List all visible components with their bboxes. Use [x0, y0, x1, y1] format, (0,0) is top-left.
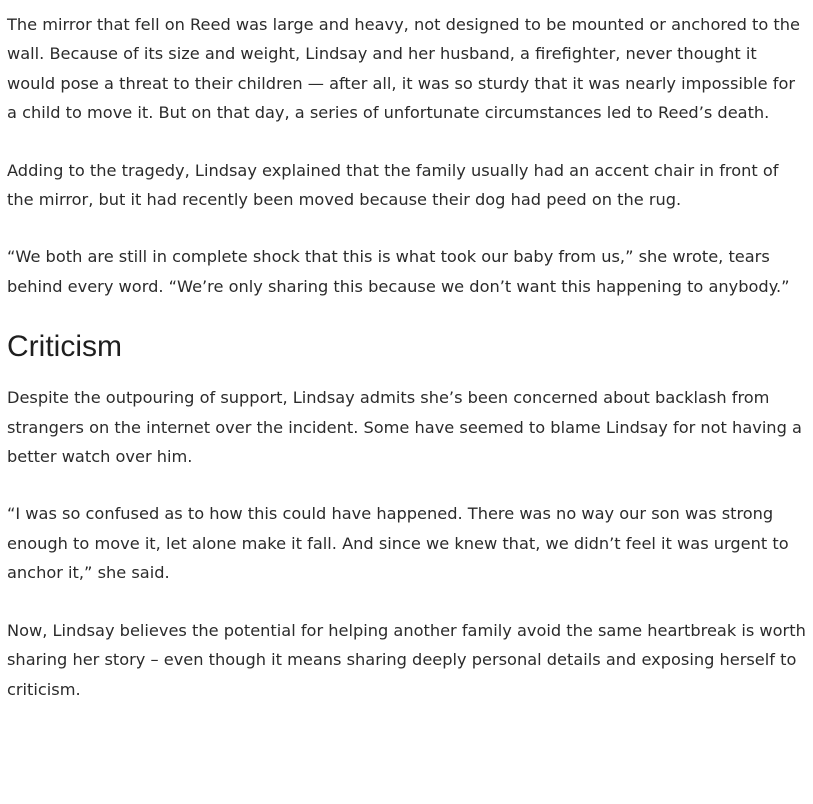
paragraph-quote-confused: “I was so confused as to how this could have happened. There was no way our son was strong enough to move it, let alone make it fall. And since we knew that, we didn’t feel it was urgent to anchor it,” she said.: [7, 504, 789, 583]
paragraph-quote-shock: “We both are still in complete shock that this is what took our baby from us,” she wrote, tears behind every word. “We’re only sharing this because we don’t want this happening to anybody.”: [7, 247, 790, 296]
paragraph-accent-chair: Adding to the tragedy, Lindsay explained that the family usually had an accent chair in front of the mirror, but it had recently been moved because their dog had peed on the rug.: [7, 160, 779, 210]
paragraph-mirror-description: The mirror that fell on Reed was large and heavy, not designed to be mounted or anchored to the wall. Because of its size and weight, Lindsay and her husband, a firefighter, never thought it would pose a threat to their children — after all, it was so sturdy that it was nearly impossible for a child to move it. But on that day, a series of unfortunate circumstances led to Reed’s death.: [7, 15, 800, 123]
section-heading-criticism: Criticism: [7, 330, 122, 364]
paragraph-backlash: Despite the outpouring of support, Lindsay admits she’s been concerned about backlash from strangers on the internet over the incident. Some have seemed to blame Lindsay for not having a better watch over him.: [7, 388, 802, 467]
article-body: [7, 10, 807, 732]
paragraph-sharing-story: Now, Lindsay believes the potential for helping another family avoid the same heartbreak is worth sharing her story – even though it means sharing deeply personal details and exposing herself to criticism.: [7, 620, 806, 699]
